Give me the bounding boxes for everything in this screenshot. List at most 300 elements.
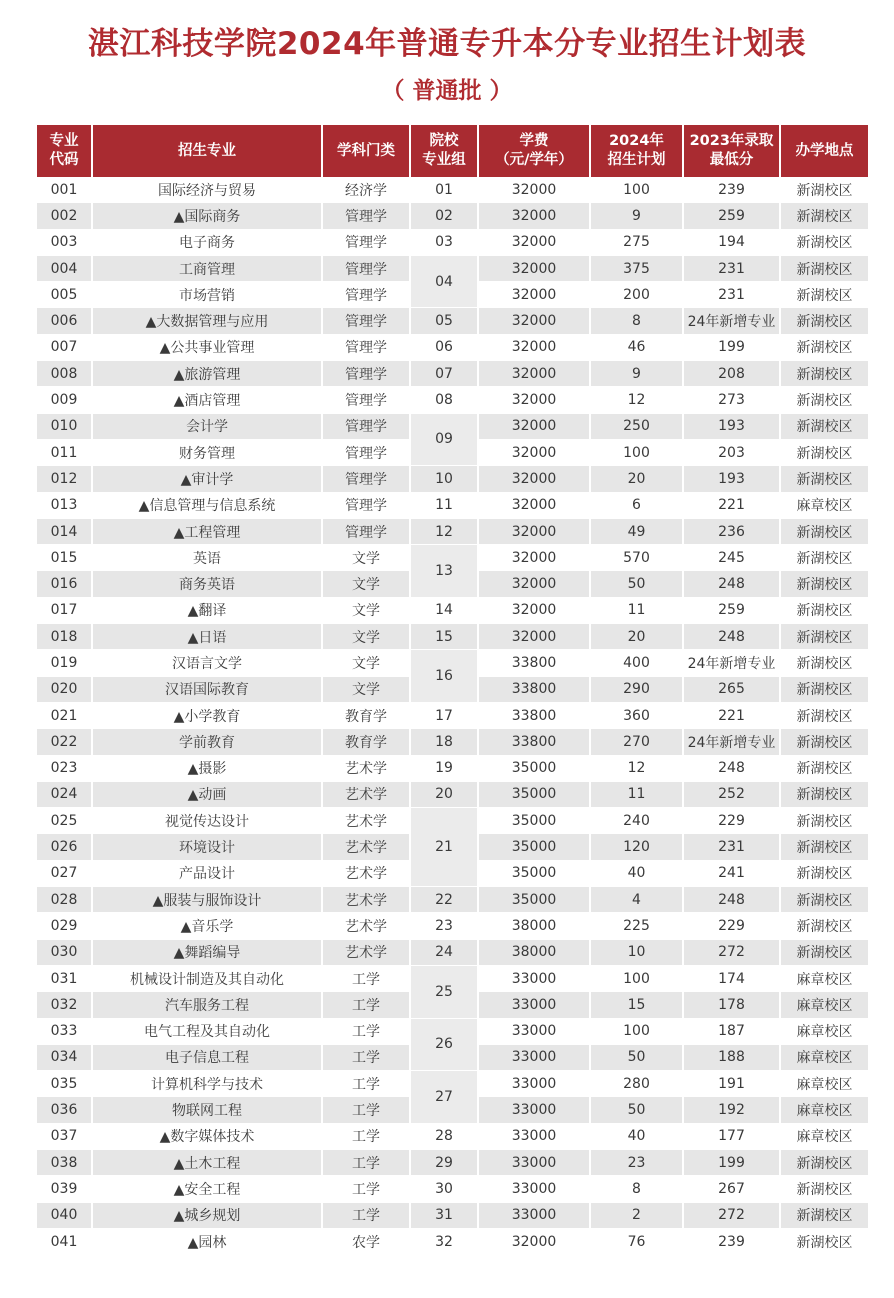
group-cell: 18 (410, 729, 478, 755)
plan-cell: 360 (590, 702, 683, 728)
min-score-cell: 229 (683, 808, 780, 834)
fee-cell: 35000 (478, 781, 590, 807)
major-cell: ▲国际商务 (92, 203, 322, 229)
plan-cell: 270 (590, 729, 683, 755)
table-row (37, 518, 868, 544)
fee-cell: 35000 (478, 887, 590, 913)
plan-cell: 11 (590, 781, 683, 807)
code-cell: 037 (37, 1123, 92, 1149)
category-cell: 工学 (322, 992, 410, 1018)
plan-cell: 76 (590, 1228, 683, 1254)
plan-cell: 4 (590, 887, 683, 913)
plan-cell: 9 (590, 361, 683, 387)
major-cell: ▲服装与服饰设计 (92, 887, 322, 913)
group-cell: 12 (410, 518, 478, 544)
category-cell: 管理学 (322, 361, 410, 387)
group-cell: 19 (410, 755, 478, 781)
campus-cell: 新湖校区 (780, 229, 868, 255)
table-row (37, 361, 868, 387)
category-cell: 管理学 (322, 492, 410, 518)
campus-cell: 新湖校区 (780, 361, 868, 387)
min-score-cell: 24年新增专业 (683, 650, 780, 676)
table-row (37, 1202, 868, 1228)
major-cell: 市场营销 (92, 282, 322, 308)
campus-cell: 新湖校区 (780, 939, 868, 965)
fee-cell: 32000 (478, 334, 590, 360)
plan-cell: 15 (590, 992, 683, 1018)
table-row (37, 492, 868, 518)
code-cell: 013 (37, 492, 92, 518)
code-cell: 034 (37, 1044, 92, 1070)
code-cell: 038 (37, 1149, 92, 1175)
code-cell: 019 (37, 650, 92, 676)
min-score-cell: 259 (683, 203, 780, 229)
group-cell: 28 (410, 1123, 478, 1149)
fee-cell: 32000 (478, 439, 590, 465)
min-score-cell: 272 (683, 1202, 780, 1228)
group-cell: 05 (410, 308, 478, 334)
code-cell: 030 (37, 939, 92, 965)
plan-cell: 570 (590, 545, 683, 571)
min-score-cell: 24年新增专业 (683, 729, 780, 755)
fee-cell: 32000 (478, 624, 590, 650)
group-cell: 10 (410, 466, 478, 492)
table-row (37, 702, 868, 728)
major-cell: ▲审计学 (92, 466, 322, 492)
table-header-row (37, 125, 868, 177)
category-cell: 艺术学 (322, 860, 410, 886)
min-score-cell: 273 (683, 387, 780, 413)
min-score-cell: 177 (683, 1123, 780, 1149)
fee-cell: 33800 (478, 729, 590, 755)
major-cell: 物联网工程 (92, 1097, 322, 1123)
fee-cell: 32000 (478, 203, 590, 229)
table-row (37, 1149, 868, 1175)
group-cell: 09 (410, 413, 478, 466)
campus-cell: 麻章校区 (780, 992, 868, 1018)
group-cell: 15 (410, 624, 478, 650)
code-cell: 014 (37, 518, 92, 544)
code-cell: 003 (37, 229, 92, 255)
min-score-cell: 231 (683, 255, 780, 281)
min-score-cell: 193 (683, 466, 780, 492)
major-cell: 汽车服务工程 (92, 992, 322, 1018)
min-score-cell: 203 (683, 439, 780, 465)
group-cell: 29 (410, 1149, 478, 1175)
fee-cell: 33000 (478, 1149, 590, 1175)
code-cell: 033 (37, 1018, 92, 1044)
major-cell: 产品设计 (92, 860, 322, 886)
fee-cell: 33800 (478, 702, 590, 728)
fee-cell: 33000 (478, 965, 590, 991)
code-cell: 012 (37, 466, 92, 492)
campus-cell: 麻章校区 (780, 1018, 868, 1044)
group-cell: 02 (410, 203, 478, 229)
major-cell: ▲大数据管理与应用 (92, 308, 322, 334)
plan-cell: 400 (590, 650, 683, 676)
table-row (37, 1018, 868, 1044)
group-cell: 21 (410, 808, 478, 887)
campus-cell: 麻章校区 (780, 1123, 868, 1149)
fee-cell: 33000 (478, 1123, 590, 1149)
min-score-cell: 236 (683, 518, 780, 544)
plan-cell: 225 (590, 913, 683, 939)
group-cell: 07 (410, 361, 478, 387)
major-cell: ▲音乐学 (92, 913, 322, 939)
campus-cell: 新湖校区 (780, 834, 868, 860)
header-campus: 办学地点 (780, 125, 868, 177)
plan-cell: 200 (590, 282, 683, 308)
group-cell: 06 (410, 334, 478, 360)
fee-cell: 33000 (478, 1044, 590, 1070)
min-score-cell: 231 (683, 282, 780, 308)
fee-cell: 33800 (478, 676, 590, 702)
campus-cell: 新湖校区 (780, 624, 868, 650)
plan-cell: 11 (590, 597, 683, 623)
major-cell: 电子信息工程 (92, 1044, 322, 1070)
code-cell: 041 (37, 1228, 92, 1254)
fee-cell: 38000 (478, 913, 590, 939)
plan-cell: 100 (590, 1018, 683, 1044)
group-cell: 04 (410, 255, 478, 308)
campus-cell: 新湖校区 (780, 466, 868, 492)
min-score-cell: 231 (683, 834, 780, 860)
plan-cell: 240 (590, 808, 683, 834)
plan-cell: 40 (590, 860, 683, 886)
fee-cell: 32000 (478, 361, 590, 387)
category-cell: 工学 (322, 1149, 410, 1175)
category-cell: 工学 (322, 965, 410, 991)
plan-cell: 50 (590, 571, 683, 597)
major-cell: ▲酒店管理 (92, 387, 322, 413)
category-cell: 文学 (322, 597, 410, 623)
min-score-cell: 221 (683, 492, 780, 518)
fee-cell: 32000 (478, 255, 590, 281)
major-cell: ▲旅游管理 (92, 361, 322, 387)
plan-cell: 2 (590, 1202, 683, 1228)
min-score-cell: 24年新增专业 (683, 308, 780, 334)
campus-cell: 新湖校区 (780, 413, 868, 439)
campus-cell: 新湖校区 (780, 860, 868, 886)
campus-cell: 新湖校区 (780, 439, 868, 465)
major-cell: 汉语国际教育 (92, 676, 322, 702)
campus-cell: 新湖校区 (780, 650, 868, 676)
major-cell: 视觉传达设计 (92, 808, 322, 834)
group-cell: 13 (410, 545, 478, 598)
group-cell: 03 (410, 229, 478, 255)
min-score-cell: 193 (683, 413, 780, 439)
min-score-cell: 174 (683, 965, 780, 991)
fee-cell: 32000 (478, 518, 590, 544)
fee-cell: 32000 (478, 1228, 590, 1254)
group-cell: 25 (410, 965, 478, 1018)
category-cell: 工学 (322, 1202, 410, 1228)
major-cell: 英语 (92, 545, 322, 571)
header-code: 专业 代码 (37, 125, 92, 177)
category-cell: 艺术学 (322, 808, 410, 834)
fee-cell: 33000 (478, 1202, 590, 1228)
table-row (37, 545, 868, 571)
table-row (37, 939, 868, 965)
table-row (37, 781, 868, 807)
code-cell: 025 (37, 808, 92, 834)
min-score-cell: 188 (683, 1044, 780, 1070)
major-cell: 财务管理 (92, 439, 322, 465)
major-cell: 会计学 (92, 413, 322, 439)
category-cell: 管理学 (322, 387, 410, 413)
group-cell: 24 (410, 939, 478, 965)
campus-cell: 新湖校区 (780, 387, 868, 413)
group-cell: 32 (410, 1228, 478, 1254)
code-cell: 011 (37, 439, 92, 465)
table-row (37, 308, 868, 334)
fee-cell: 35000 (478, 755, 590, 781)
major-cell: 环境设计 (92, 834, 322, 860)
plan-cell: 20 (590, 624, 683, 650)
code-cell: 008 (37, 361, 92, 387)
fee-cell: 33800 (478, 650, 590, 676)
plan-cell: 275 (590, 229, 683, 255)
fee-cell: 32000 (478, 466, 590, 492)
min-score-cell: 191 (683, 1071, 780, 1097)
code-cell: 020 (37, 676, 92, 702)
plan-cell: 50 (590, 1044, 683, 1070)
major-cell: 国际经济与贸易 (92, 177, 322, 203)
min-score-cell: 239 (683, 1228, 780, 1254)
min-score-cell: 248 (683, 887, 780, 913)
plan-cell: 375 (590, 255, 683, 281)
category-cell: 管理学 (322, 413, 410, 439)
code-cell: 018 (37, 624, 92, 650)
plan-cell: 6 (590, 492, 683, 518)
code-cell: 024 (37, 781, 92, 807)
code-cell: 032 (37, 992, 92, 1018)
table-row (37, 887, 868, 913)
major-cell: ▲城乡规划 (92, 1202, 322, 1228)
campus-cell: 新湖校区 (780, 1202, 868, 1228)
table-row (37, 203, 868, 229)
plan-cell: 20 (590, 466, 683, 492)
code-cell: 031 (37, 965, 92, 991)
fee-cell: 33000 (478, 1176, 590, 1202)
category-cell: 工学 (322, 1044, 410, 1070)
fee-cell: 33000 (478, 992, 590, 1018)
campus-cell: 新湖校区 (780, 755, 868, 781)
min-score-cell: 272 (683, 939, 780, 965)
category-cell: 教育学 (322, 702, 410, 728)
table-row (37, 597, 868, 623)
table-row (37, 1176, 868, 1202)
plan-cell: 12 (590, 387, 683, 413)
fee-cell: 32000 (478, 177, 590, 203)
min-score-cell: 194 (683, 229, 780, 255)
category-cell: 工学 (322, 1176, 410, 1202)
table-row (37, 965, 868, 991)
group-cell: 20 (410, 781, 478, 807)
campus-cell: 新湖校区 (780, 177, 868, 203)
category-cell: 管理学 (322, 466, 410, 492)
major-cell: 机械设计制造及其自动化 (92, 965, 322, 991)
table-body (37, 177, 868, 1255)
min-score-cell: 192 (683, 1097, 780, 1123)
group-cell: 14 (410, 597, 478, 623)
code-cell: 023 (37, 755, 92, 781)
code-cell: 001 (37, 177, 92, 203)
major-cell: ▲工程管理 (92, 518, 322, 544)
plan-cell: 50 (590, 1097, 683, 1123)
table-row (37, 413, 868, 439)
plan-cell: 49 (590, 518, 683, 544)
campus-cell: 新湖校区 (780, 702, 868, 728)
min-score-cell: 241 (683, 860, 780, 886)
campus-cell: 新湖校区 (780, 571, 868, 597)
major-cell: ▲数字媒体技术 (92, 1123, 322, 1149)
category-cell: 农学 (322, 1228, 410, 1254)
major-cell: 学前教育 (92, 729, 322, 755)
campus-cell: 新湖校区 (780, 518, 868, 544)
min-score-cell: 245 (683, 545, 780, 571)
header-fee: 学费 （元/学年） (478, 125, 590, 177)
category-cell: 文学 (322, 624, 410, 650)
code-cell: 035 (37, 1071, 92, 1097)
plan-cell: 100 (590, 177, 683, 203)
fee-cell: 32000 (478, 571, 590, 597)
category-cell: 经济学 (322, 177, 410, 203)
category-cell: 管理学 (322, 439, 410, 465)
campus-cell: 新湖校区 (780, 808, 868, 834)
major-cell: 工商管理 (92, 255, 322, 281)
code-cell: 028 (37, 887, 92, 913)
category-cell: 管理学 (322, 255, 410, 281)
category-cell: 管理学 (322, 518, 410, 544)
campus-cell: 新湖校区 (780, 781, 868, 807)
min-score-cell: 208 (683, 361, 780, 387)
min-score-cell: 199 (683, 334, 780, 360)
major-cell: ▲日语 (92, 624, 322, 650)
major-cell: ▲土木工程 (92, 1149, 322, 1175)
page-title: 湛江科技学院2024年普通专升本分专业招生计划表 (87, 26, 807, 62)
campus-cell: 麻章校区 (780, 965, 868, 991)
fee-cell: 32000 (478, 492, 590, 518)
major-cell: ▲摄影 (92, 755, 322, 781)
category-cell: 教育学 (322, 729, 410, 755)
campus-cell: 新湖校区 (780, 308, 868, 334)
category-cell: 文学 (322, 545, 410, 571)
fee-cell: 32000 (478, 597, 590, 623)
group-cell: 30 (410, 1176, 478, 1202)
campus-cell: 麻章校区 (780, 1071, 868, 1097)
category-cell: 工学 (322, 1097, 410, 1123)
group-cell: 16 (410, 650, 478, 703)
category-cell: 文学 (322, 676, 410, 702)
code-cell: 010 (37, 413, 92, 439)
table-row (37, 913, 868, 939)
fee-cell: 35000 (478, 834, 590, 860)
table-row (37, 1071, 868, 1097)
table-row (37, 808, 868, 834)
major-cell: ▲信息管理与信息系统 (92, 492, 322, 518)
major-cell: 商务英语 (92, 571, 322, 597)
min-score-cell: 239 (683, 177, 780, 203)
campus-cell: 新湖校区 (780, 1176, 868, 1202)
campus-cell: 新湖校区 (780, 1149, 868, 1175)
fee-cell: 32000 (478, 387, 590, 413)
plan-cell: 10 (590, 939, 683, 965)
code-cell: 007 (37, 334, 92, 360)
page-subtitle: （ 普通批 ） (381, 78, 513, 104)
plan-cell: 40 (590, 1123, 683, 1149)
campus-cell: 新湖校区 (780, 729, 868, 755)
category-cell: 工学 (322, 1123, 410, 1149)
group-cell: 31 (410, 1202, 478, 1228)
major-cell: 电气工程及其自动化 (92, 1018, 322, 1044)
major-cell: 汉语言文学 (92, 650, 322, 676)
campus-cell: 新湖校区 (780, 676, 868, 702)
fee-cell: 35000 (478, 860, 590, 886)
category-cell: 管理学 (322, 229, 410, 255)
category-cell: 文学 (322, 571, 410, 597)
campus-cell: 新湖校区 (780, 1228, 868, 1254)
min-score-cell: 199 (683, 1149, 780, 1175)
table-row (37, 387, 868, 413)
table-row (37, 255, 868, 281)
category-cell: 艺术学 (322, 834, 410, 860)
code-cell: 017 (37, 597, 92, 623)
table-row (37, 624, 868, 650)
plan-cell: 12 (590, 755, 683, 781)
fee-cell: 32000 (478, 545, 590, 571)
plan-cell: 9 (590, 203, 683, 229)
category-cell: 艺术学 (322, 755, 410, 781)
major-cell: ▲舞蹈编导 (92, 939, 322, 965)
category-cell: 管理学 (322, 282, 410, 308)
code-cell: 022 (37, 729, 92, 755)
fee-cell: 32000 (478, 282, 590, 308)
min-score-cell: 248 (683, 755, 780, 781)
category-cell: 艺术学 (322, 939, 410, 965)
major-cell: ▲公共事业管理 (92, 334, 322, 360)
category-cell: 管理学 (322, 203, 410, 229)
category-cell: 艺术学 (322, 887, 410, 913)
table-row (37, 650, 868, 676)
min-score-cell: 229 (683, 913, 780, 939)
table-row (37, 466, 868, 492)
code-cell: 039 (37, 1176, 92, 1202)
category-cell: 艺术学 (322, 913, 410, 939)
fee-cell: 33000 (478, 1018, 590, 1044)
min-score-cell: 178 (683, 992, 780, 1018)
major-cell: ▲小学教育 (92, 702, 322, 728)
campus-cell: 麻章校区 (780, 492, 868, 518)
header-category: 学科门类 (322, 125, 410, 177)
min-score-cell: 252 (683, 781, 780, 807)
plan-cell: 100 (590, 965, 683, 991)
campus-cell: 新湖校区 (780, 545, 868, 571)
category-cell: 管理学 (322, 308, 410, 334)
campus-cell: 新湖校区 (780, 887, 868, 913)
campus-cell: 新湖校区 (780, 597, 868, 623)
min-score-cell: 187 (683, 1018, 780, 1044)
plan-cell: 46 (590, 334, 683, 360)
fee-cell: 35000 (478, 808, 590, 834)
fee-cell: 38000 (478, 939, 590, 965)
group-cell: 01 (410, 177, 478, 203)
category-cell: 文学 (322, 650, 410, 676)
group-cell: 23 (410, 913, 478, 939)
code-cell: 006 (37, 308, 92, 334)
major-cell: 计算机科学与技术 (92, 1071, 322, 1097)
major-cell: ▲翻译 (92, 597, 322, 623)
